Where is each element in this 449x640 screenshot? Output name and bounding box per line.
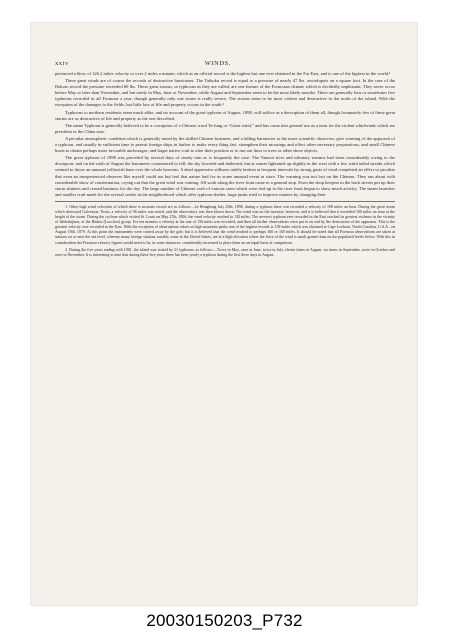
running-head <box>55 60 395 67</box>
page-content <box>55 60 395 257</box>
body-paragraph: The name Typhoon is generally believed to be a corruption of a Chinese word Ta-fung or “Great wind,” and has come into general use as a term for the violent whirlwinds which are prevalent in the China seas. <box>55 122 395 134</box>
archive-caption: 20030150203_P732 <box>146 611 303 630</box>
body-text <box>55 71 395 198</box>
body-paragraph: A peculiar atmospheric condition which is generally noted by the skilled Chinese boatmen, and a falling barometer to the more scientific observers, give warning of the approach of a typhoon, and usually in sufficient time to permit foreign ships in harbor to make every thing fast, strengthen their moorings and effect other necessary preparations, and small Chinese boats to obtain perhaps more favorable anchorages, and larger native craft to alter their position or to run out lines to trees or other shore objects. <box>55 135 395 154</box>
body-paragraph: The great typhoon of 1898 was preceded by several days of steady rain as is frequently the case. The Tamsui river and tributary streams had risen considerably owing to the downpour, and on the sixth of August the barometer commenced to fall, the sky lowered and darkened, but at sunset lightened up slightly in the west with a few wind tailed streaks which seemed to throw an unusual yellowish haze over the whole heavens. A dead oppressive stillness rudely broken at frequent intervals by strong gusts of wind completed an effect so peculiar that even an inexperienced observer like myself could not but feel that nature had for us some unusual event in store. The warning was not lost on the Chinese. They ran about with considerable show of consternation, crying out that the great wind was coming. All work along the river front came to a general stop. Even the shop keepers in the back streets put up their storm shutters and ceased business for the day. The large number of Chinese craft of various sizes which were tied up to the river front began to show much activity. The steam launches and smaller craft made for the several creeks in the neighborhood which offer typhoon shelter, large junks tried to improve matters by changing their <box>55 155 395 197</box>
body-paragraph: Typhoons to northern residents seem much alike, and no account of the great typhoon of August, 1898, will suffice as a description of them all, though fortunately few of these great storms are as destructive of life and property as the one described. <box>55 109 395 121</box>
body-paragraph: These great winds are of course the records of destructive hurricanes. The Taihoku record is equal to a pressure of nearly 47 lbs. avoirdupois on a square foot. In the case of the Bokoto record the pressure exceeded 60 lbs. These great storms, or typhoons as they are called, are one feature of the Formosan climate which is decidedly unpleasant. They never occur before May or later than November, and but rarely in May, June or November, while August and September seem to be the most likely months. There are generally four or sometimes five typhoons recorded in all Formosa a year, though generally only one storm is really severe. The storms seem to be most violent and destructive in the north of the island. With the exception of the damages to the fields, but little loss of life and property occurs in the south.² <box>55 78 395 108</box>
body-paragraph: perienced a blow of 126.2 miles velocity or over 2 miles a minute, which as an official record is the highest but one ever obtained in the Far East, and is one of the highest in the world.¹ <box>55 71 391 76</box>
footnote: 2. During the five years ending with 1901, the island was visited by 21 typhoons, as follows:—Twice in May, once in June, twice in July, eleven times in August, six times in September, twice in October and once in November. It is interesting to note that during these five years there has been yearly a typhoon during the first three days in August. <box>55 246 395 257</box>
footnote: 1. Other high wind velocities of which there is accurate record are as follows:—In Hongkong July 29th, 1896, during a typhoon there was recorded a velocity of 108 miles an hour. During the great storm which destroyed Galveston, Texas, a velocity of 96 miles was noted, and the observatory was then blown down. The wind was on the increase, however, and it is believed that it exceeded 100 miles an hour at the height of the storm. During the cyclone which visited St. Louis on May 27th, 1896, the wind velocity reached to 120 miles. The severest typhoon ever recorded in the East reached its greatest violence in the vicinity of Ishikakijima, of the Riukiu (Loochoo) group. For ten minutes a velocity at the rate of 156 miles was recorded, and then all further observations were put to an end by the destruction of the apparatus. This is the greatest velocity ever recorded in the East. With the exception of observations taken on high mountain peaks one of the highest records is 138 miles which was obtained at Cape Lookout, North Carolina, U.S.A., on August 18th, 1879. At this point the instruments were carried away by the gale, but it is believed that the wind reached to perhaps 160 or 165 miles. It should be noted that all Formosa observations are taken at stations on or near the sea level, whereas many foreign stations, notably some in the United States, are at a high elevation where the force of the wind is much greater than on the populated levels below. With this in consideration the Formosa velocity figures would need to be, in some instances, considerably increased to place them on an equal basis of comparison. <box>55 203 395 245</box>
footnote-divider <box>55 201 395 202</box>
page-number: xxiv <box>55 60 69 67</box>
footnotes <box>55 204 395 257</box>
running-title: WINDS. <box>204 60 231 67</box>
